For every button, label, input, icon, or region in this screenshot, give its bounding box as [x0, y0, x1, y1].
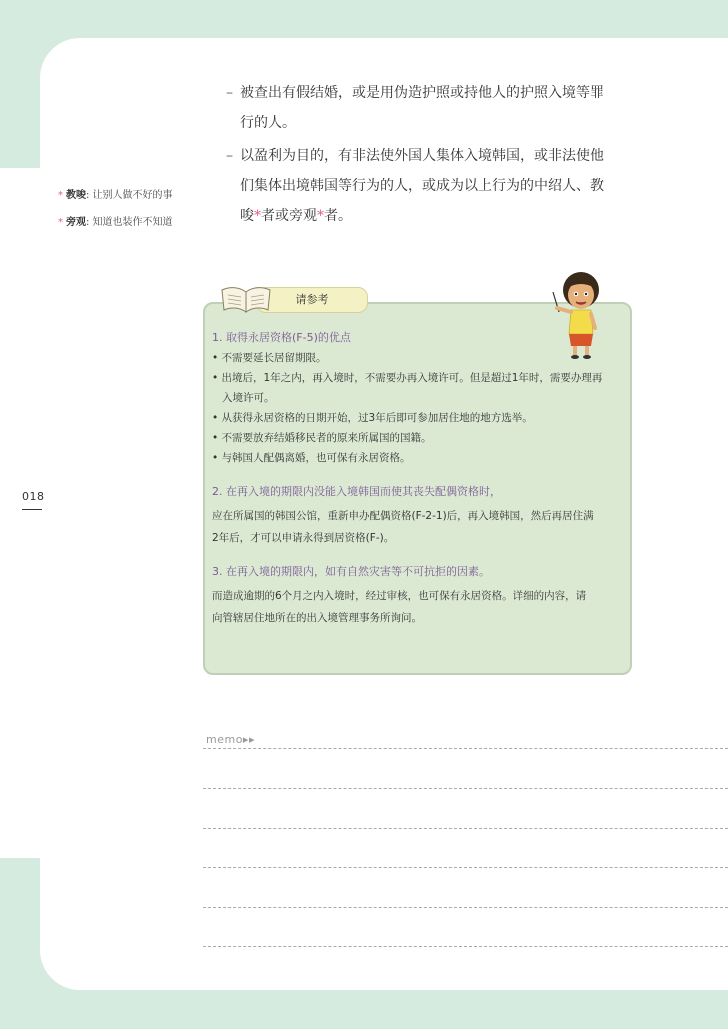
- asterisk-marker: *: [58, 190, 63, 201]
- reference-section-2: [212, 482, 620, 548]
- open-book-icon: [220, 284, 272, 314]
- reference-tab: [256, 287, 368, 313]
- reference-section-3: [212, 562, 620, 628]
- asterisk-marker: *: [58, 217, 63, 228]
- list-item: • 不需要放弃结婚移民者的原来所属国的国籍。: [212, 432, 432, 444]
- side-note-definition: : 知道也装作不知道: [86, 217, 173, 228]
- side-note-definition: : 让别人做不好的事: [86, 190, 173, 201]
- paragraph-line: 2年后，才可以申请永得到居资格(F-)。: [212, 532, 395, 544]
- side-note-jiaosuo: [58, 186, 173, 201]
- paragraph-line: 应在所属国的韩国公馆，重新申办配偶资格(F-2-1)后，再入境韩国，然后再居住满: [212, 510, 594, 522]
- memo-line: [203, 946, 728, 947]
- item1-line1: 被查出有假结婚，或是用伪造护照或持他人的护照入境等罪: [240, 85, 604, 101]
- text-fragment: 者。: [324, 208, 352, 224]
- memo-line: [203, 907, 728, 908]
- text-fragment: 者或旁观: [261, 208, 317, 224]
- side-note-pangguan: [58, 213, 173, 228]
- dash-marker: –: [226, 85, 233, 101]
- memo-label: memo▸▸: [206, 733, 255, 746]
- list-item: [226, 141, 636, 231]
- paragraph-line: 而造成逾期的6个月之内入境时，经过审核，也可保有永居资格。详细的内容，请: [212, 590, 587, 602]
- page-left-band: [0, 168, 40, 858]
- page-number-rule: [22, 509, 42, 510]
- reference-heading-1: 1. 取得永居资格(F-5)的优点: [212, 331, 351, 344]
- reference-heading-2: 2. 在再入境的期限内没能入境韩国而使其丧失配偶资格时，: [212, 485, 501, 498]
- paragraph-line: 向管辖居住地所在的出入境管理事务所询问。: [212, 612, 422, 624]
- list-item: • 从获得永居资格的日期开始，过3年后即可参加居住地的地方选举。: [212, 412, 533, 424]
- item2-line2: 们集体出境韩国等行为的人，或成为以上行为的中绍人、教: [240, 178, 604, 194]
- side-note-term: 教唆: [66, 190, 86, 201]
- list-item: • 与韩国人配偶离婚，也可保有永居资格。: [212, 452, 411, 464]
- memo-line: [203, 867, 728, 868]
- memo-line: [203, 828, 728, 829]
- dash-marker: –: [226, 148, 233, 164]
- item2-line1: 以盈利为目的，有非法使外国人集体入境韩国，或非法使他: [240, 148, 604, 164]
- asterisk-marker: *: [254, 208, 261, 224]
- memo-line: [203, 788, 728, 789]
- side-note-term: 旁观: [66, 217, 86, 228]
- asterisk-marker: *: [317, 208, 324, 224]
- item2-line3: [226, 201, 636, 231]
- reference-content: [212, 326, 620, 628]
- list-item: • 出境后，1年之内，再入境时，不需要办再入境许可。但是超过1年时，需要办理再: [212, 372, 603, 384]
- item1-line2: 行的人。: [240, 115, 296, 131]
- page-number: 018: [22, 490, 45, 503]
- reference-heading-3: 3. 在再入境的期限内，如有自然灾害等不可抗拒的因素。: [212, 565, 490, 578]
- list-item: • 不需要延长居留期限。: [212, 352, 327, 364]
- main-text-block: [226, 78, 636, 234]
- reference-tab-label: 请参考: [295, 293, 329, 306]
- text-fragment: 唆: [240, 208, 254, 224]
- list-item: [226, 78, 636, 138]
- list-item-continuation: 入境许可。: [222, 392, 275, 404]
- memo-line: [203, 748, 728, 749]
